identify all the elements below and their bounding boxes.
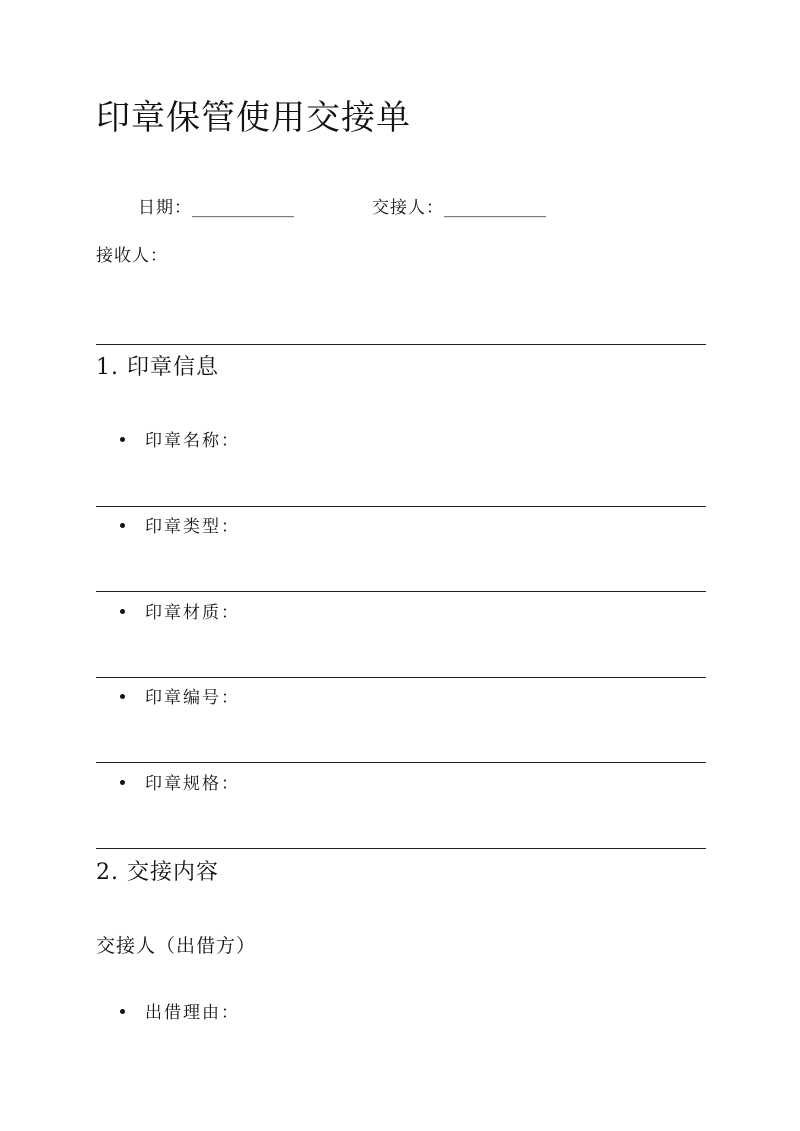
list-item-seal-type [120, 515, 240, 539]
seal-name-label: 印章名称： [145, 431, 240, 451]
seal-material-label: 印章材质： [145, 603, 240, 623]
bullet-icon [120, 1009, 125, 1014]
bullet-icon [120, 780, 125, 785]
handover-person-label: 交接人： [372, 198, 444, 218]
divider [96, 344, 706, 345]
lending-reason-label: 出借理由： [145, 1003, 240, 1023]
answer-line[interactable] [96, 677, 706, 678]
divider [96, 848, 706, 849]
date-blank[interactable]: ____________ [192, 198, 294, 218]
bullet-icon [120, 437, 125, 442]
list-item-seal-material [120, 601, 240, 625]
seal-type-label: 印章类型： [145, 517, 240, 537]
receiver-label: 接收人： [96, 246, 168, 266]
date-label: 日期： [138, 198, 192, 218]
bullet-icon [120, 523, 125, 528]
answer-line[interactable] [96, 591, 706, 592]
section-heading-seal-info: 1. 印章信息 [96, 355, 219, 380]
answer-line[interactable] [96, 762, 706, 763]
section-heading-handover-content: 2. 交接内容 [96, 860, 219, 885]
bullet-icon [120, 609, 125, 614]
seal-spec-label: 印章规格： [145, 774, 240, 794]
handover-person-field [372, 196, 546, 220]
answer-line[interactable] [96, 506, 706, 507]
list-item-seal-name [120, 429, 240, 453]
handover-person-blank[interactable]: ____________ [444, 198, 546, 218]
list-item-seal-spec [120, 772, 240, 796]
seal-number-label: 印章编号： [145, 688, 240, 708]
date-field [138, 196, 294, 220]
list-item-lending-reason [120, 1001, 240, 1025]
bullet-icon [120, 694, 125, 699]
document-title: 印章保管使用交接单 [96, 98, 411, 138]
list-item-seal-number [120, 686, 240, 710]
subheading-lender: 交接人（出借方） [96, 935, 257, 957]
